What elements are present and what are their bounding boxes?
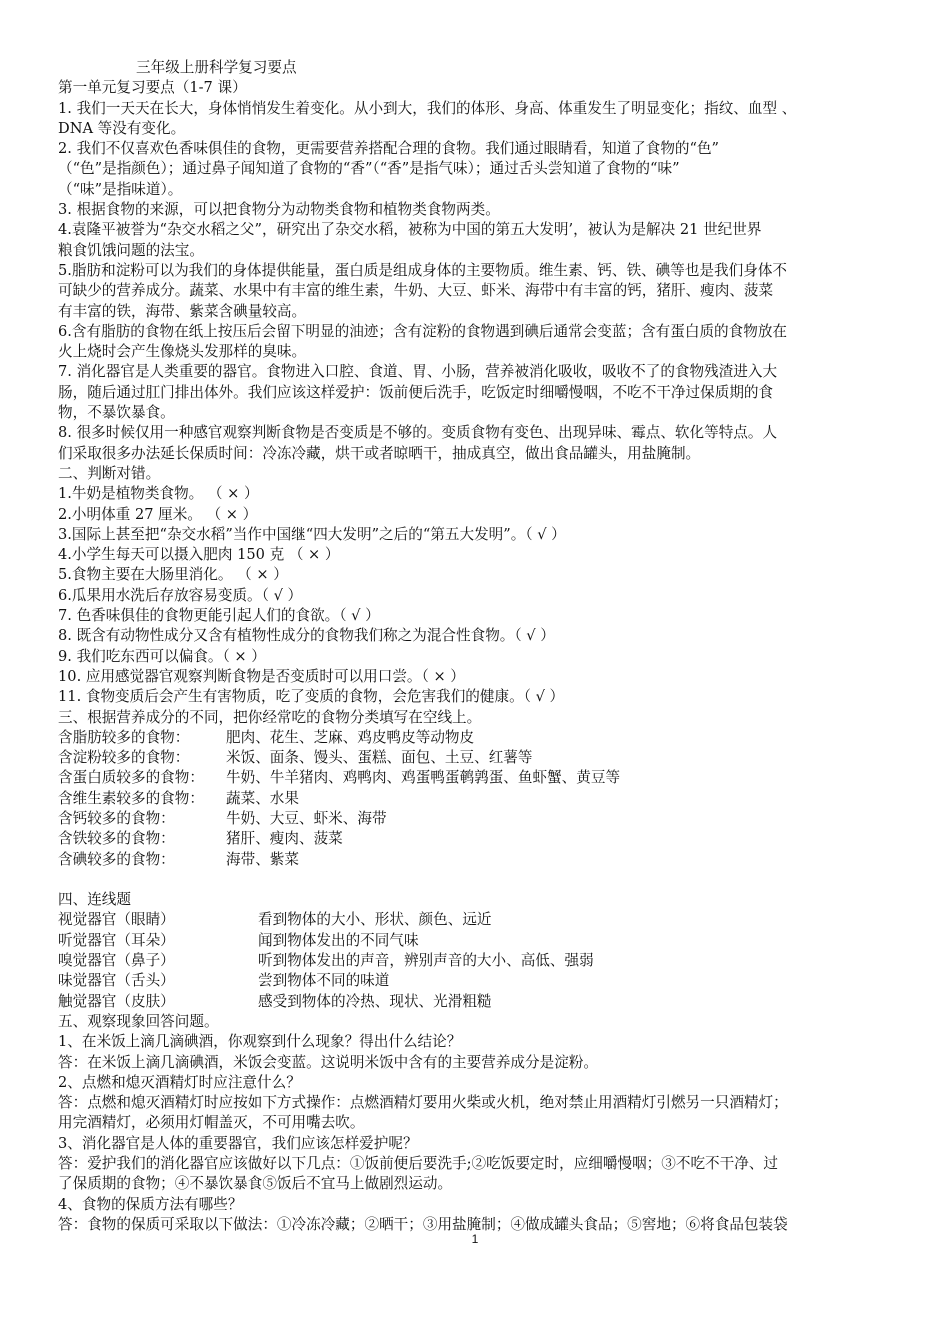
organ-function: 尝到物体不同的味道: [258, 972, 390, 990]
text-line: 1. 我们一天天在长大，身体悄悄发生着变化。从小到大，我们的体形、身高、体重发生了明显变化；指纹、血型 、: [58, 99, 797, 117]
organ-function: 看到物体的大小、形状、颜色、远近: [258, 911, 492, 929]
blank-line: [58, 870, 920, 890]
organ-function: 闻到物体发出的不同气味: [258, 931, 419, 949]
text-line: 粮食饥饿问题的法宝。: [58, 241, 204, 259]
food-category-foods: 牛奶、大豆、虾米、海带: [226, 809, 387, 827]
text-line: 8. 很多时候仅用一种感官观察判断食物是否变质是不够的。变质食物有变色、出现异味、霉点、软化等特点。人: [58, 424, 778, 442]
document-page: [58, 58, 920, 1235]
text-line: 有丰富的铁，海带、紫菜含碘量较高。: [58, 302, 307, 320]
text-line: 可缺少的营养成分。蔬菜、水果中有丰富的维生素，牛奶、大豆、虾米、海带中有丰富的钙，猪肝、瘦肉、菠菜: [58, 282, 774, 300]
answer-line: 答：点燃和熄灭酒精灯时应按如下方式操作：点燃酒精灯要用火柴或火机，绝对禁止用酒精灯引燃另一只酒精灯；: [58, 1094, 788, 1112]
organ-name: 味觉器官（舌头）: [58, 972, 175, 990]
answer-line: 答：爱护我们的消化器官应该做好以下几点：①饭前便后要洗手;②吃饭要定时，应细嚼慢咽；③不吃不干净、过: [58, 1155, 779, 1173]
answer-line: 答：在米饭上滴几滴碘酒，米饭会变蓝。这说明米饭中含有的主要营养成分是淀粉。: [58, 1053, 598, 1071]
text-line: （“色”是指颜色）；通过鼻子闻知道了食物的“香”（“香”是指气味）；通过舌头尝知道了食物的“味”: [58, 160, 680, 178]
answer-line: 了保质期的食物；④不暴饮暴食⑤饭后不宜马上做剧烈运动。: [58, 1175, 453, 1193]
food-category-row: [58, 809, 920, 829]
food-category-foods: 米饭、面条、馒头、蛋糕、面包、土豆、红薯等: [226, 749, 533, 767]
judgment-item: 5.食物主要在大肠里消化。 （ × ）: [58, 566, 288, 584]
food-category-row: [58, 768, 920, 788]
food-category-row: [58, 850, 920, 870]
food-category-label: 含淀粉较多的食物：: [58, 749, 190, 767]
text-line: DNA 等没有变化。: [58, 119, 186, 137]
unit1-points: [58, 99, 920, 464]
food-category-foods: 猪肝、瘦肉、菠菜: [226, 830, 343, 848]
section3-heading: 三、根据营养成分的不同，把你经常吃的食物分类填写在空线上。: [58, 708, 482, 726]
food-category-label: 含维生素较多的食物：: [58, 789, 204, 807]
judgment-item: 7. 色香味俱佳的食物更能引起人们的食欲。（ √ ）: [58, 607, 380, 625]
page-number: 1: [471, 1232, 479, 1246]
organ-row: [58, 992, 920, 1012]
judgment-item: 11. 食物变质后会产生有害物质，吃了变质的食物，会危害我们的健康。（ √ ）: [58, 688, 565, 706]
section4-heading: 四、连线题: [58, 891, 131, 909]
organ-matching-list: [58, 910, 920, 1011]
question-line: 2、点燃和熄灭酒精灯时应注意什么？: [58, 1073, 301, 1091]
judgment-item: 3.国际上甚至把“杂交水稻”当作中国继“四大发明”之后的“第五大发明”。（ √ ）: [58, 525, 566, 543]
unit1-heading: 第一单元复习要点（1-7 课）: [58, 79, 247, 97]
food-category-row: [58, 728, 920, 748]
organ-function: 感受到物体的冷热、现状、光滑粗糙: [258, 992, 492, 1010]
food-category-row: [58, 789, 920, 809]
question-line: 4、食物的保质方法有哪些？: [58, 1195, 243, 1213]
organ-row: [58, 910, 920, 930]
food-category-label: 含脂肪较多的食物：: [58, 728, 190, 746]
judgment-item: 2.小明体重 27 厘米。 （ × ）: [58, 505, 258, 523]
question-line: 3、消化器官是人体的重要器官，我们应该怎样爱护呢？: [58, 1134, 418, 1152]
text-line: 5.脂肪和淀粉可以为我们的身体提供能量，蛋白质是组成身体的主要物质。维生素、钙、铁、碘等也是我们身体不: [58, 261, 788, 279]
food-category-label: 含铁较多的食物：: [58, 830, 175, 848]
food-category-foods: 肥肉、花生、芝麻、鸡皮鸭皮等动物皮: [226, 728, 475, 746]
organ-function: 听到物体发出的声音，辨别声音的大小、高低、强弱: [258, 952, 594, 970]
section5-heading: 五、观察现象回答问题。: [58, 1012, 219, 1030]
food-category-label: 含钙较多的食物：: [58, 809, 175, 827]
text-line: 4.袁隆平被誉为“杂交水稻之父”，研究出了杂交水稻，被称为中国的第五大发明’，被认为是解决 21 世纪世界: [58, 221, 762, 239]
organ-name: 嗅觉器官（鼻子）: [58, 952, 175, 970]
food-category-list: [58, 728, 920, 870]
judgment-item: 4.小学生每天可以摄入肥肉 150 克 （ × ）: [58, 546, 340, 564]
organ-name: 听觉器官（耳朵）: [58, 931, 175, 949]
judgment-item: 1.牛奶是植物类食物。 （ × ）: [58, 485, 259, 503]
food-category-label: 含蛋白质较多的食物：: [58, 769, 204, 787]
document-title: 三年级上册科学复习要点: [136, 59, 297, 76]
text-line: 物，不暴饮暴食。: [58, 404, 175, 422]
judgment-list: [58, 484, 920, 707]
answer-line: 用完酒精灯，必须用灯帽盖灭，不可用嘴去吹。: [58, 1114, 365, 1132]
question-line: 1、在米饭上滴几滴碘酒，你观察到什么现象？得出什么结论？: [58, 1033, 462, 1051]
text-line: 2. 我们不仅喜欢色香味俱佳的食物，更需要营养搭配合理的食物。我们通过眼睛看，知道了食物的“色”: [58, 140, 720, 158]
text-line: 7. 消化器官是人类重要的器官。食物进入口腔、食道、胃、小肠，营养被消化吸收，吸收不了的食物残渣进入大: [58, 363, 778, 381]
food-category-foods: 蔬菜、水果: [226, 789, 299, 807]
text-line: 们采取很多办法延长保质时间：冷冻冷藏，烘干或者晾晒干，抽成真空，做出食品罐头，用盐腌制。: [58, 444, 701, 462]
answer-line: 答：食物的保质可采取以下做法：①冷冻冷藏；②晒干；③用盐腌制；④做成罐头食品；⑤窖地；⑥将食品包装袋: [58, 1215, 788, 1233]
food-category-label: 含碘较多的食物：: [58, 850, 175, 868]
qa-list: [58, 1032, 920, 1235]
food-category-foods: 牛奶、牛羊猪肉、鸡鸭肉、鸡蛋鸭蛋鹌鹑蛋、鱼虾蟹、黄豆等: [226, 769, 621, 787]
food-category-row: [58, 748, 920, 768]
text-line: 肠，随后通过肛门排出体外。我们应该这样爱护：饭前便后洗手，吃饭定时细嚼慢咽，不吃不干净过保质期的食: [58, 383, 774, 401]
organ-row: [58, 931, 920, 951]
text-line: （“味”是指味道）。: [58, 180, 183, 198]
judgment-item: 9. 我们吃东西可以偏食。（ × ）: [58, 647, 266, 665]
food-category-row: [58, 829, 920, 849]
text-line: 3. 根据食物的来源，可以把食物分为动物类食物和植物类食物两类。: [58, 201, 500, 219]
text-line: 6.含有脂肪的食物在纸上按压后会留下明显的油迹；含有淀粉的食物遇到碘后通常会变蓝；含有蛋白质的食物放在: [58, 322, 788, 340]
organ-row: [58, 951, 920, 971]
organ-name: 触觉器官（皮肤）: [58, 992, 175, 1010]
judgment-item: 6.瓜果用水洗后存放容易变质。（ √ ）: [58, 586, 303, 604]
organ-name: 视觉器官（眼睛）: [58, 911, 175, 929]
text-line: 火上烧时会产生像烧头发那样的臭味。: [58, 343, 307, 361]
judgment-item: 10. 应用感觉器官观察判断食物是否变质时可以用口尝。（ × ）: [58, 667, 465, 685]
organ-row: [58, 971, 920, 991]
section2-heading: 二、判断对错。: [58, 464, 161, 482]
judgment-item: 8. 既含有动物性成分又含有植物性成分的食物我们称之为混合性食物。（ √ ）: [58, 627, 555, 645]
food-category-foods: 海带、紫菜: [226, 850, 299, 868]
